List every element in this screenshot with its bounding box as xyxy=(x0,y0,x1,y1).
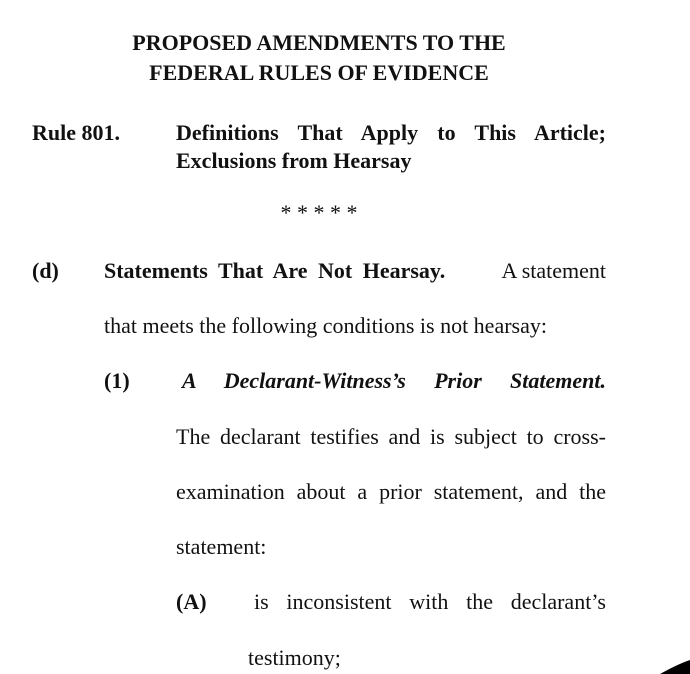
subparagraph-label: (A) xyxy=(176,589,207,614)
document-title-line-1: PROPOSED AMENDMENTS TO THE xyxy=(132,30,506,55)
paragraph-line-3: statement: xyxy=(176,534,267,559)
subparagraph-line-1: is inconsistent with the declarant’s xyxy=(254,589,606,614)
subdivision-heading: Statements That Are Not Hearsay. xyxy=(104,258,446,283)
subdivision-first-line xyxy=(104,258,606,284)
subdivision-text-line-2: that meets the following conditions is not hearsay: xyxy=(104,313,547,338)
paragraph-heading: A Declarant-Witness’s Prior Statement. xyxy=(182,368,606,393)
paragraph-line-1: The declarant testifies and is subject to cross- xyxy=(176,424,606,449)
paragraph-line-2: examination about a prior statement, and the xyxy=(176,479,606,504)
document-title-line-2: FEDERAL RULES OF EVIDENCE xyxy=(149,60,489,85)
rule-title-line-1: Definitions That Apply to This Article; xyxy=(176,120,606,145)
rule-number: Rule 801. xyxy=(32,120,120,145)
subdivision-label: (d) xyxy=(32,258,59,283)
subdivision-text-line-1: A statement xyxy=(501,258,606,283)
subparagraph-line-2: testimony; xyxy=(248,645,341,670)
rule-title-line-2: Exclusions from Hearsay xyxy=(176,148,412,173)
page-curl-shadow xyxy=(630,654,690,674)
paragraph-label: (1) xyxy=(104,368,130,393)
section-separator: * * * * * xyxy=(280,200,358,225)
